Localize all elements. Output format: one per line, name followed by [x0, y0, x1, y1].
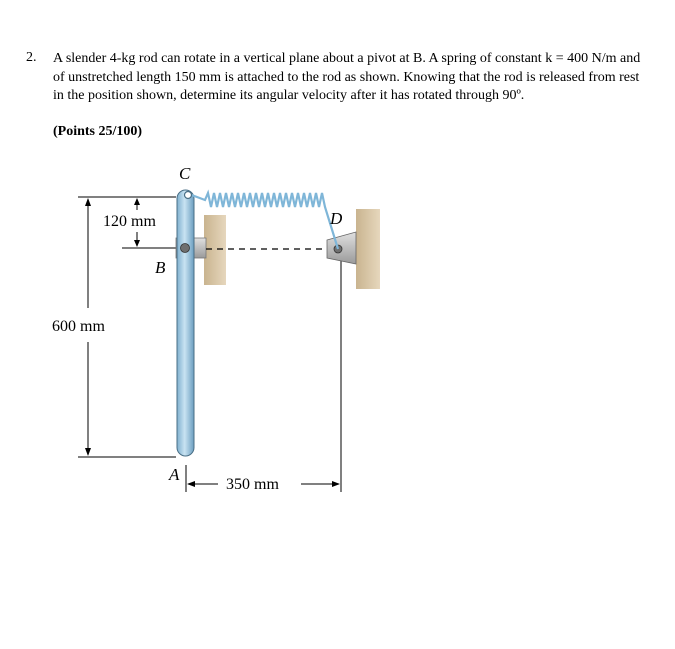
dimension-120mm-label: 120 mm	[103, 213, 156, 230]
dimension-350mm-label: 350 mm	[226, 476, 279, 493]
slender-rod	[177, 190, 194, 456]
pin-c	[185, 192, 192, 199]
problem-statement: A slender 4-kg rod can rotate in a vertical plane about a pivot at B. A spring of constant k = 400 N/m and of unstretched length 150 mm is attached to the rod as shown. Knowing that the rod is released from rest in the position shown, determine its angular velocity after it has rotated through 90º.	[53, 51, 641, 103]
anchor-wall	[356, 209, 380, 289]
label-b: B	[155, 258, 166, 277]
problem-number: 2.	[26, 50, 37, 65]
dimension-600mm-label: 600 mm	[52, 318, 105, 335]
label-a: A	[169, 465, 180, 484]
label-d: D	[330, 209, 343, 228]
pivot-pin-b	[181, 244, 190, 253]
pivot-wall	[204, 215, 226, 285]
points-label: (Points 25/100)	[53, 124, 143, 139]
label-c: C	[179, 164, 191, 183]
